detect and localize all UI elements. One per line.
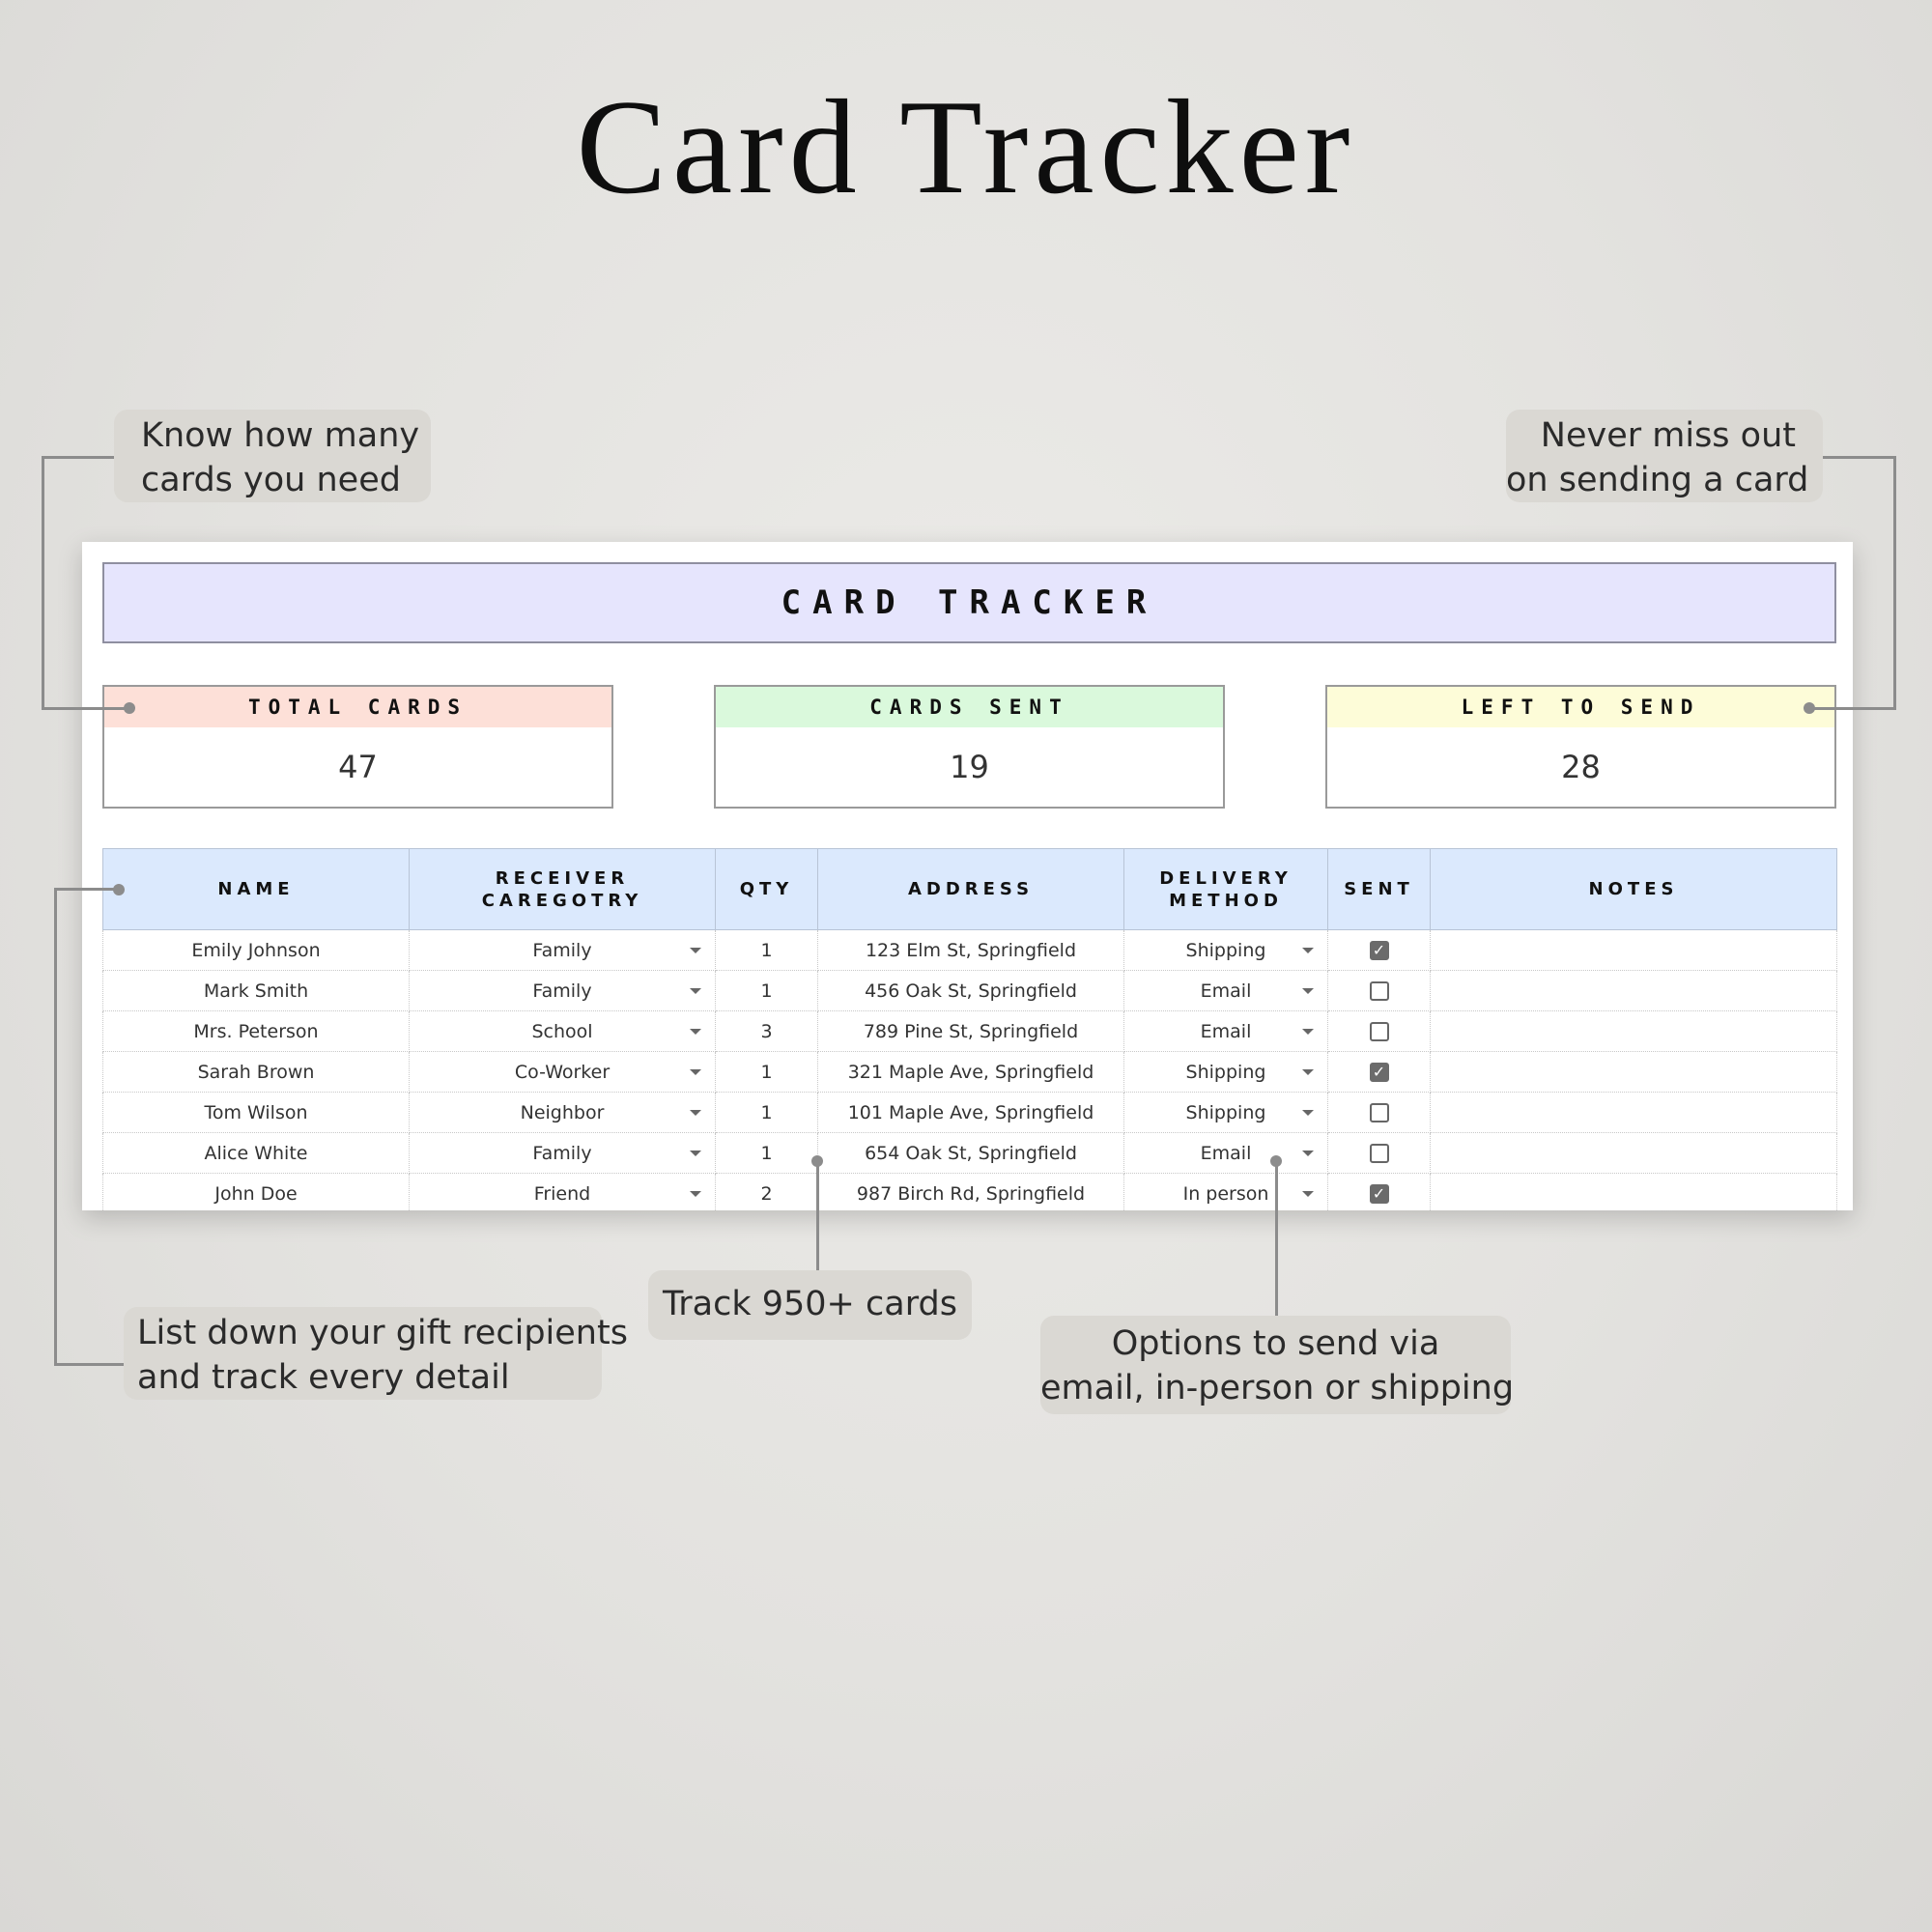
table-row [103,1174,1837,1211]
cell-address[interactable]: 987 Birch Rd, Springfield [818,1174,1124,1211]
cell-address[interactable]: 321 Maple Ave, Springfield [818,1052,1124,1093]
dropdown-arrow-icon[interactable] [690,1191,701,1197]
stat-label: CARDS SENT [716,687,1223,727]
cell-notes[interactable] [1431,971,1837,1011]
cell-sent[interactable] [1328,971,1431,1011]
connector-dot [113,884,125,895]
cell-qty[interactable]: 1 [716,1093,818,1133]
stat-label: LEFT TO SEND [1327,687,1834,727]
callout-never-miss [1506,410,1823,502]
delivery-method-dropdown[interactable] [1124,1011,1328,1052]
column-header-name: NAME [103,849,410,930]
connector-line [816,1161,819,1270]
callout-line: on sending a card [1506,461,1809,499]
callout-line: Options to send via [1111,1324,1440,1363]
column-header-qty: QTY [716,849,818,930]
table-row [103,930,1837,971]
cell-name[interactable]: Mrs. Peterson [103,1011,410,1052]
stat-total-cards [102,685,613,809]
cell-name[interactable]: John Doe [103,1174,410,1211]
table-row [103,971,1837,1011]
cell-notes[interactable] [1431,1133,1837,1174]
delivery-method-dropdown[interactable] [1124,1052,1328,1093]
cell-name[interactable]: Alice White [103,1133,410,1174]
cell-sent[interactable] [1328,1174,1431,1211]
sent-checkbox[interactable] [1370,1022,1389,1041]
stat-label: TOTAL CARDS [104,687,611,727]
table-header-row [103,849,1837,930]
delivery-method-value: Email [1200,980,1252,1002]
recipients-table [102,848,1837,1210]
connector-line [1893,456,1896,710]
dropdown-arrow-icon[interactable] [1302,1151,1314,1156]
cell-sent[interactable] [1328,930,1431,971]
callout-line: email, in-person or shipping [1040,1369,1515,1407]
category-value: Family [532,980,592,1002]
cell-address[interactable]: 123 Elm St, Springfield [818,930,1124,971]
connector-line [1823,456,1896,459]
category-value: Co-Worker [514,1061,611,1083]
dropdown-arrow-icon[interactable] [690,1069,701,1075]
category-dropdown[interactable] [410,930,716,971]
table-row [103,1133,1837,1174]
column-header-notes: NOTES [1431,849,1837,930]
callout-line: and track every detail [137,1358,510,1397]
delivery-method-value: In person [1182,1182,1269,1205]
cell-qty[interactable]: 2 [716,1174,818,1211]
dropdown-arrow-icon[interactable] [690,948,701,953]
category-dropdown[interactable] [410,1011,716,1052]
category-dropdown[interactable] [410,1093,716,1133]
callout-line: cards you need [141,461,401,499]
connector-line [54,1363,124,1366]
sent-checkbox[interactable] [1370,1144,1389,1163]
dropdown-arrow-icon[interactable] [1302,1191,1314,1197]
stat-value: 28 [1561,749,1601,785]
connector-dot [1270,1155,1282,1167]
delivery-method-dropdown[interactable] [1124,1093,1328,1133]
delivery-method-dropdown[interactable] [1124,930,1328,971]
callout-track-cards [648,1270,972,1340]
sent-checkbox[interactable]: ✓ [1370,1063,1389,1082]
callout-line: Know how many [141,416,420,455]
cell-notes[interactable] [1431,930,1837,971]
column-header-sent: SENT [1328,849,1431,930]
category-value: Family [532,1142,592,1164]
cell-qty[interactable]: 1 [716,930,818,971]
delivery-method-value: Shipping [1185,1061,1266,1083]
connector-line [42,707,129,710]
cell-name[interactable]: Emily Johnson [103,930,410,971]
delivery-method-value: Email [1200,1142,1252,1164]
connector-dot [124,702,135,714]
dropdown-arrow-icon[interactable] [690,1151,701,1156]
callout-list-recipients [124,1307,628,1400]
category-value: Friend [533,1182,591,1205]
hero-title: Card Tracker [576,72,1356,222]
callout-send-options [1040,1316,1515,1414]
cell-qty[interactable]: 1 [716,1052,818,1093]
sent-checkbox[interactable]: ✓ [1370,941,1389,960]
dropdown-arrow-icon[interactable] [690,1110,701,1116]
category-dropdown[interactable] [410,1174,716,1211]
dropdown-arrow-icon[interactable] [1302,1029,1314,1035]
delivery-method-dropdown[interactable] [1124,1174,1328,1211]
cell-notes[interactable] [1431,1052,1837,1093]
category-dropdown[interactable] [410,1133,716,1174]
cell-address[interactable]: 101 Maple Ave, Springfield [818,1093,1124,1133]
connector-line [42,456,114,459]
connector-dot [1804,702,1815,714]
callout-line: List down your gift recipients [137,1314,628,1352]
cell-sent[interactable] [1328,1133,1431,1174]
category-dropdown[interactable] [410,971,716,1011]
connector-line [1275,1161,1278,1316]
table-row [103,1011,1837,1052]
stat-value: 47 [338,749,378,785]
connector-line [54,888,57,1365]
stat-cards-sent [714,685,1225,809]
callout-know-how-many [114,410,431,502]
connector-dot [811,1155,823,1167]
cell-qty[interactable]: 3 [716,1011,818,1052]
card-tracker-sheet [82,542,1853,1210]
delivery-method-dropdown[interactable] [1124,971,1328,1011]
column-header-delivery-method: DELIVERY METHOD [1124,849,1328,930]
delivery-method-value: Shipping [1185,939,1266,961]
sent-checkbox[interactable] [1370,981,1389,1001]
sent-checkbox[interactable]: ✓ [1370,1184,1389,1204]
cell-notes[interactable] [1431,1011,1837,1052]
category-value: Neighbor [520,1101,605,1123]
callout-line: Track 950+ cards [663,1285,957,1323]
cell-qty[interactable]: 1 [716,971,818,1011]
cell-address[interactable]: 654 Oak St, Springfield [818,1133,1124,1174]
cell-sent[interactable] [1328,1011,1431,1052]
cell-name[interactable]: Sarah Brown [103,1052,410,1093]
cell-sent[interactable] [1328,1052,1431,1093]
cell-address[interactable]: 789 Pine St, Springfield [818,1011,1124,1052]
callout-line: Never miss out [1540,416,1796,455]
column-header-category: RECEIVER CAREGOTRY [410,849,716,930]
dropdown-arrow-icon[interactable] [1302,988,1314,994]
delivery-method-value: Shipping [1185,1101,1266,1123]
table-row [103,1052,1837,1093]
cell-address[interactable]: 456 Oak St, Springfield [818,971,1124,1011]
dropdown-arrow-icon[interactable] [1302,1069,1314,1075]
delivery-method-value: Email [1200,1020,1252,1042]
connector-line [54,888,120,891]
column-header-address: ADDRESS [818,849,1124,930]
category-value: School [531,1020,593,1042]
table-row [103,1093,1837,1133]
dropdown-arrow-icon[interactable] [690,1029,701,1035]
sheet-banner: CARD TRACKER [102,562,1836,643]
dropdown-arrow-icon[interactable] [1302,1110,1314,1116]
dropdown-arrow-icon[interactable] [690,988,701,994]
stat-value: 19 [950,749,989,785]
cell-notes[interactable] [1431,1093,1837,1133]
sent-checkbox[interactable] [1370,1103,1389,1122]
cell-name[interactable]: Mark Smith [103,971,410,1011]
stat-left-to-send [1325,685,1836,809]
cell-name[interactable]: Tom Wilson [103,1093,410,1133]
delivery-method-dropdown[interactable] [1124,1133,1328,1174]
connector-line [1809,707,1896,710]
cell-notes[interactable] [1431,1174,1837,1211]
connector-line [42,456,44,710]
dropdown-arrow-icon[interactable] [1302,948,1314,953]
category-dropdown[interactable] [410,1052,716,1093]
cell-qty[interactable]: 1 [716,1133,818,1174]
cell-sent[interactable] [1328,1093,1431,1133]
category-value: Family [532,939,592,961]
